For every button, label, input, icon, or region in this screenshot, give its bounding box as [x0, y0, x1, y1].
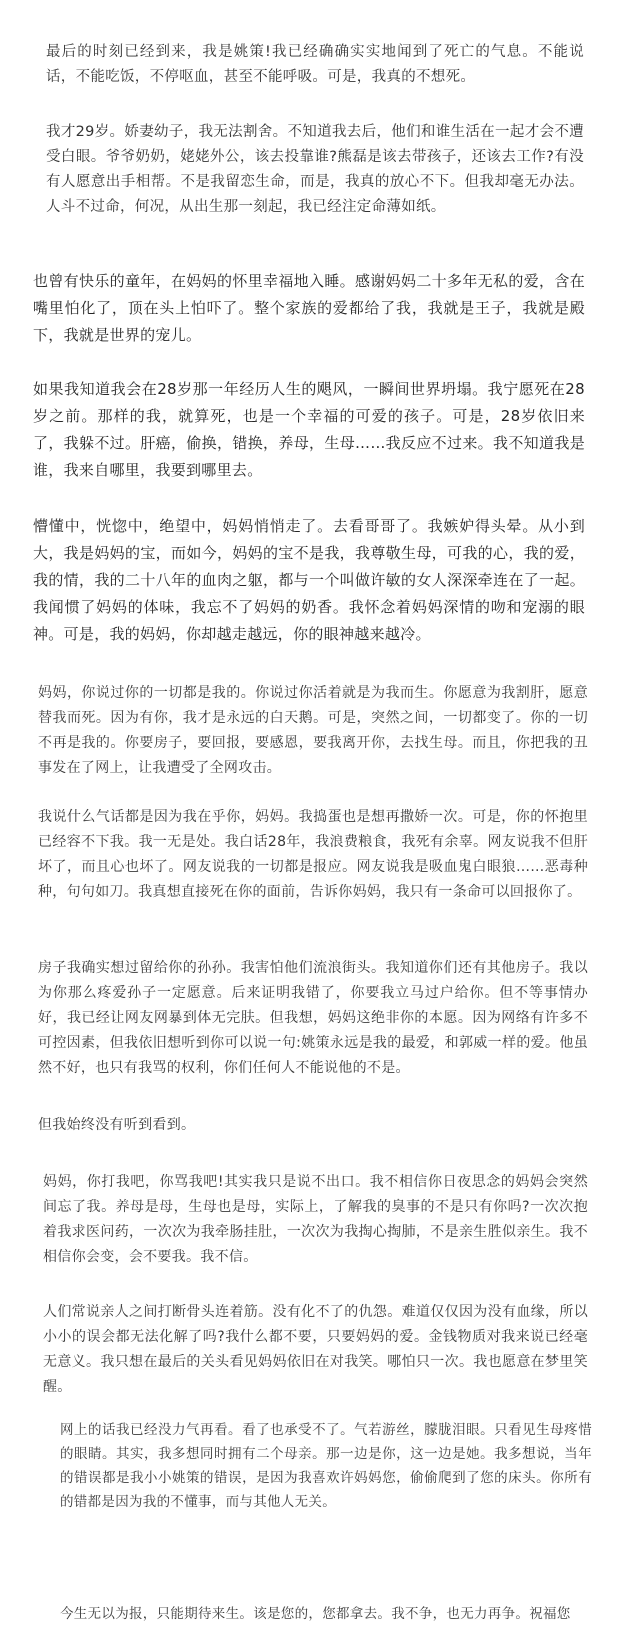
- paragraph-1: 最后的时刻已经到来，我是姚策!我已经确确实实地闻到了死亡的气息。不能说话，不能吃饭，不停呕血，甚至不能呼吸。可是，我真的不想死。: [46, 44, 584, 85]
- paragraph-9: 但我始终没有听到看到。: [38, 1117, 196, 1133]
- paragraph-5: 懵懂中，恍惚中，绝望中，妈妈悄悄走了。去看哥哥了。我嫉妒得头晕。从小到大，我是妈妈的宝，而如今，妈妈的宝不是我，我尊敬生母，可我的心，我的爱，我的情，我的二十八年的血肉之躯，都与一个叫做许敏的女人深深牵连在了一起。我闻惯了妈妈的体味，我忘不了妈妈的奶香。我怀念着妈妈深情的吻和宠溺的眼神。可是，我的妈妈，你却越走越远，你的眼神越来越冷。: [33, 517, 585, 643]
- paragraph-7: 我说什么气话都是因为我在乎你，妈妈。我捣蛋也是想再撒娇一次。可是，你的怀抱里已经容不下我。我一无是处。我白话28年，我浪费粮食，我死有余辜。网友说我不但肝坏了，而且心也坏了。网友说我的一切都是报应。网友说我是吸血鬼白眼狼……恶毒种种，句句如刀。我真想直接死在你的面前，告诉你妈妈，我只有一条命可以回报你了。: [38, 809, 588, 900]
- paragraph-2: 我才29岁。娇妻幼子，我无法割舍。不知道我去后，他们和谁生活在一起才会不遭受白眼。爷爷奶奶，姥姥外公，该去投靠谁?熊磊是该去带孩子，还该去工作?有没有人愿意出手相帮。不是我留恋生命，而是，我真的放心不下。但我却毫无办法。人斗不过命，何况，从出生那一刻起，我已经注定命薄如纸。: [46, 124, 584, 215]
- paragraph-6: 妈妈，你说过你的一切都是我的。你说过你活着就是为我而生。你愿意为我割肝，愿意替我而死。因为有你，我才是永远的白天鹅。可是，突然之间，一切都变了。你的一切不再是我的。你要房子，要回报，要感恩，要我离开你，去找生母。而且，你把我的丑事发在了网上，让我遭受了全网攻击。: [38, 685, 588, 776]
- paragraph-12: 网上的话我已经没力气再看。看了也承受不了。气若游丝，朦胧泪眼。只看见生母疼惜的眼睛。其实，我多想同时拥有二个母亲。那一边是你，这一边是她。我多想说，当年的错误都是我小小姚策的错误，是因为我喜欢许妈妈您，偷偷爬到了您的床头。你所有的错都是因为我的不懂事，而与其他人无关。: [60, 1422, 592, 1510]
- paragraph-11: 人们常说亲人之间打断骨头连着筋。没有化不了的仇怨。难道仅仅因为没有血缘，所以小小的误会都无法化解了吗?我什么都不要，只要妈妈的爱。金钱物质对我来说已经毫无意义。我只想在最后的关头看见妈妈依旧在对我笑。哪怕只一次。我也愿意在梦里笑醒。: [43, 1304, 588, 1395]
- paragraph-3: 也曾有快乐的童年，在妈妈的怀里幸福地入睡。感谢妈妈二十多年无私的爱，含在嘴里怕化了，顶在头上怕吓了。整个家族的爱都给了我，我就是王子，我就是殿下，我就是世界的宠儿。: [33, 272, 585, 344]
- paragraph-10: 妈妈，你打我吧，你骂我吧!其实我只是说不出口。我不相信你日夜思念的妈妈会突然间忘了我。养母是母，生母也是母，实际上，了解我的臭事的不是只有你吗?一次次抱着我求医问药，一次次为我牵肠挂肚，一次次为我掏心掏肺，不是亲生胜似亲生。我不相信你会变，会不要我。我不信。: [43, 1174, 588, 1265]
- paragraph-4: 如果我知道我会在28岁那一年经历人生的飓风，一瞬间世界坍塌。我宁愿死在28岁之前。那样的我，就算死，也是一个幸福的可爱的孩子。可是，28岁依旧来了，我躲不过。肝癌，偷换，错换，养母，生母……我反应不过来。我不知道我是谁，我来自哪里，我要到哪里去。: [33, 380, 585, 479]
- paragraph-8: 房子我确实想过留给你的孙孙。我害怕他们流浪街头。我知道你们还有其他房子。我以为你那么疼爱孙子一定愿意。后来证明我错了，你要我立马过户给你。但不等事情办好，我已经让网友网暴到体无完肤。但我想，妈妈这绝非你的本愿。因为网络有许多不可控因素，但我依旧想听到你可以说一句:姚策永远是我的最爱，和郭威一样的爱。他虽然不好，也只有我骂的权利，你们任何人不能说他的不是。: [38, 960, 588, 1076]
- paragraph-13: 今生无以为报，只能期待来生。该是您的，您都拿去。我不争，也无力再争。祝福您: [60, 1606, 571, 1622]
